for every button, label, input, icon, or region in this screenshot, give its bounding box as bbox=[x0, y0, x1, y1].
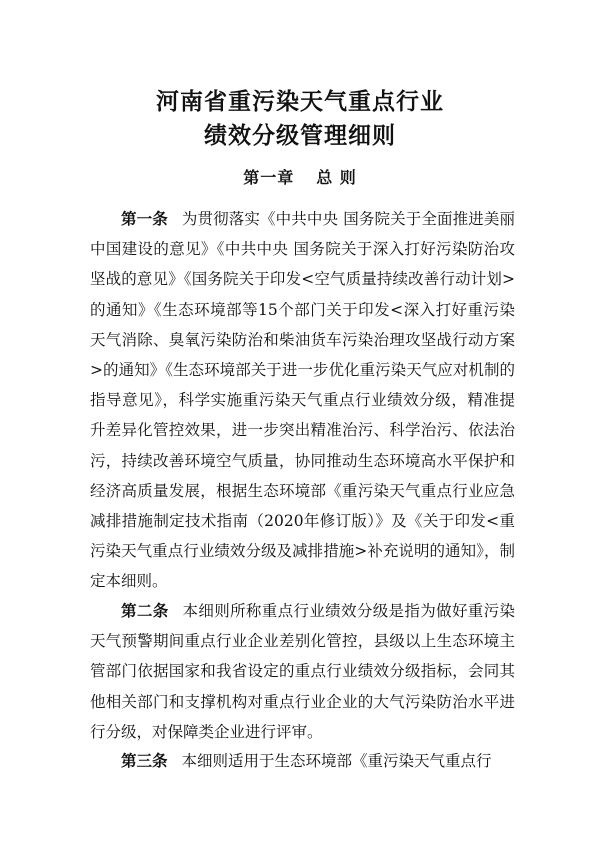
document-title-line2: 绩效分级管理细则 bbox=[204, 122, 396, 149]
chapter-label: 第一章 bbox=[243, 168, 295, 187]
article-2-text: 本细则所称重点行业绩效分级是指为做好重污染天气预警期间重点行业企业差别化管控，县级以上生态环境主管部门依据国家和我省设定的重点行业绩效分级指标，会同其他相关部门和支撑机构对重点行业企业的大气污染防治水平进行分级，对保障类企业进行评审。 bbox=[90, 602, 515, 741]
chapter-name: 总 则 bbox=[316, 168, 357, 187]
document-title-line1: 河南省重污染天气重点行业 bbox=[156, 88, 444, 115]
article-1-text: 为贯彻落实《中共中央 国务院关于全面推进美丽中国建设的意见》《中共中央 国务院关于深入打好污染防治攻坚战的意见》《国务院关于印发<空气质量持续改善行动计划>的通知》《生态环境部等15个部门关于印发<深入打好重污染天气消除、臭氧污染防治和柴油货车污染治理攻坚战行动方案>的通知》《生态环境部关于进一步优化重污染天气应对机制的指导意见》，科学实施重污染天气重点行业绩效分级，精准提升差异化管控效果，进一步突出精准治污、科学治污、依法治污，持续改善环境空气质量，协同推动生态环境高水平保护和经济高质量发展，根据生态环境部《重污染天气重点行业应急减排措施制定技术指南（2020年修订版）》及《关于印发<重污染天气重点行业绩效分级及减排措施>补充说明的通知》，制定本细则。 bbox=[90, 210, 515, 591]
article-3-label: 第三条 bbox=[121, 751, 168, 770]
article-1 bbox=[90, 204, 515, 597]
article-3-text: 本细则适用于生态环境部《重污染天气重点行 bbox=[181, 752, 492, 770]
article-2 bbox=[90, 596, 515, 747]
article-2-label: 第二条 bbox=[121, 601, 169, 620]
article-3 bbox=[90, 746, 515, 776]
article-1-label: 第一条 bbox=[121, 209, 168, 228]
chapter-heading bbox=[0, 165, 600, 188]
